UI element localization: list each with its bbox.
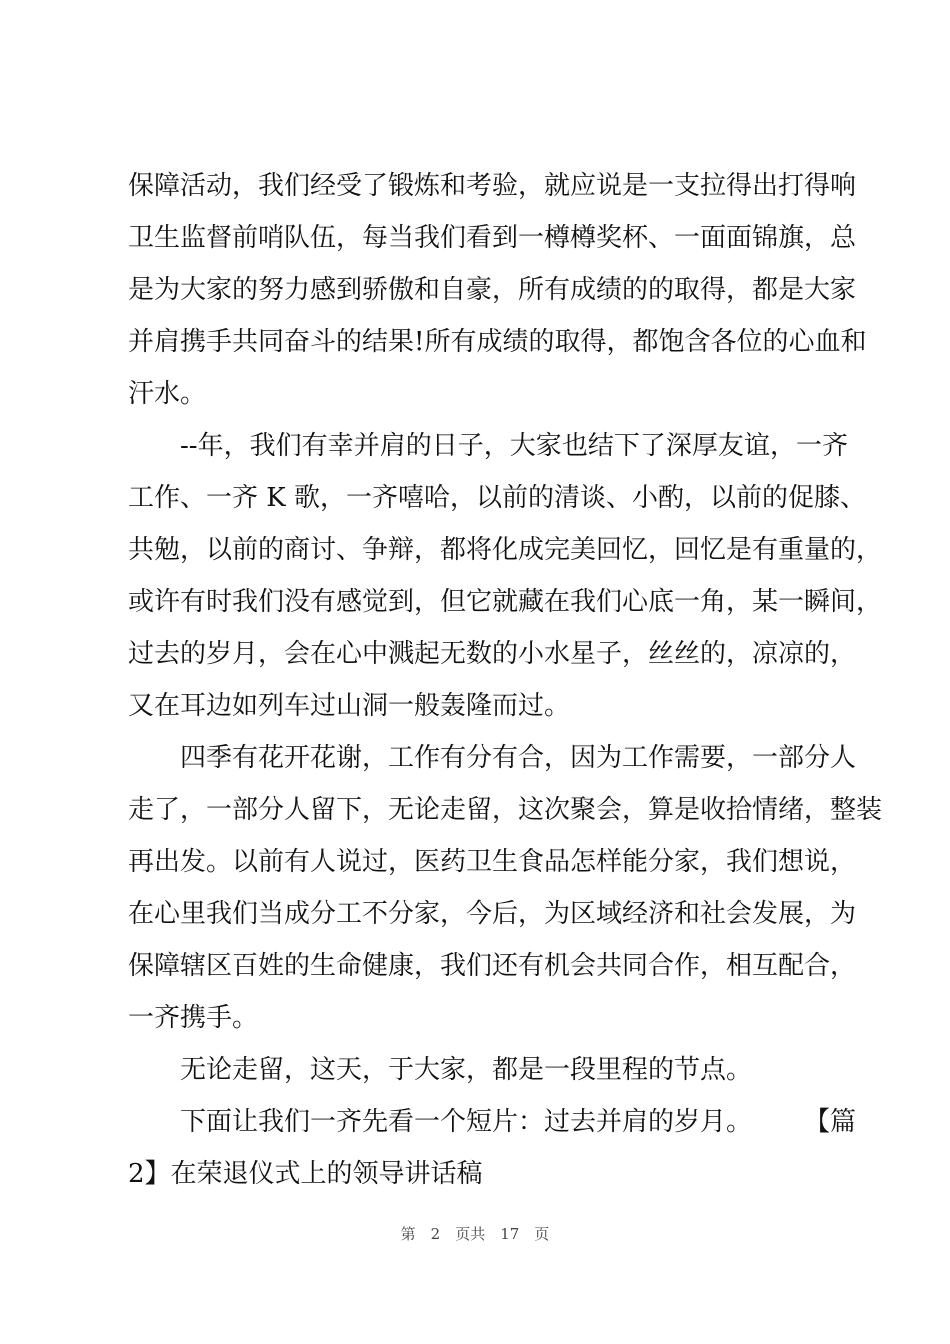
text-line: 共勉，以前的商讨、争辩，都将化成完美回忆，回忆是有重量的， — [128, 535, 883, 565]
text-line: 保障辖区百姓的生命健康，我们还有机会共同合作，相互配合， — [128, 951, 857, 981]
text-line: 无论走留，这天，于大家，都是一段里程的节点。 — [180, 1055, 753, 1085]
text-line: 卫生监督前哨队伍，每当我们看到一樽樽奖杯、一面面锦旗，总 — [128, 223, 857, 253]
text-line: 保障活动，我们经受了锻炼和考验，就应说是一支拉得出打得响 — [128, 171, 857, 201]
text-line: 在心里我们当成分工不分家，今后，为区域经济和社会发展，为 — [128, 899, 857, 929]
text-line: 走了，一部分人留下，无论走留，这次聚会，算是收拾情绪，整装 — [128, 795, 883, 825]
text-line: 一齐携手。 — [128, 1003, 259, 1033]
text-line: --年，我们有幸并肩的日子，大家也结下了深厚友谊，一齐 — [180, 431, 848, 461]
text-line: 2】在荣退仪式上的领导讲话稿 — [128, 1159, 483, 1189]
page-footer: 第 2 页共 17 页 — [400, 1225, 550, 1243]
text-line: 四季有花开花谢，工作有分有合，因为工作需要，一部分人 — [180, 743, 857, 773]
text-line: 工作、一齐 K 歌，一齐嘻哈，以前的清谈、小酌，以前的促膝、 — [128, 483, 866, 513]
text-line: 再出发。以前有人说过，医药卫生食品怎样能分家，我们想说， — [128, 847, 857, 877]
text-line: 又在耳边如列车过山洞一般轰隆而过。 — [128, 691, 571, 721]
body-text — [128, 160, 883, 1200]
text-line: 并肩携手共同奋斗的结果!所有成绩的取得，都饱含各位的心血和 — [128, 327, 867, 357]
text-line: 是为大家的努力感到骄傲和自豪，所有成绩的的取得，都是大家 — [128, 275, 857, 305]
text-line: 下面让我们一齐先看一个短片：过去并肩的岁月。 【篇 — [180, 1107, 857, 1137]
text-line: 过去的岁月，会在心中溅起无数的小水星子，丝丝的，凉凉的， — [128, 639, 857, 669]
text-line: 或许有时我们没有感觉到，但它就藏在我们心底一角，某一瞬间， — [128, 587, 883, 617]
text-line: 汗水。 — [128, 379, 207, 409]
